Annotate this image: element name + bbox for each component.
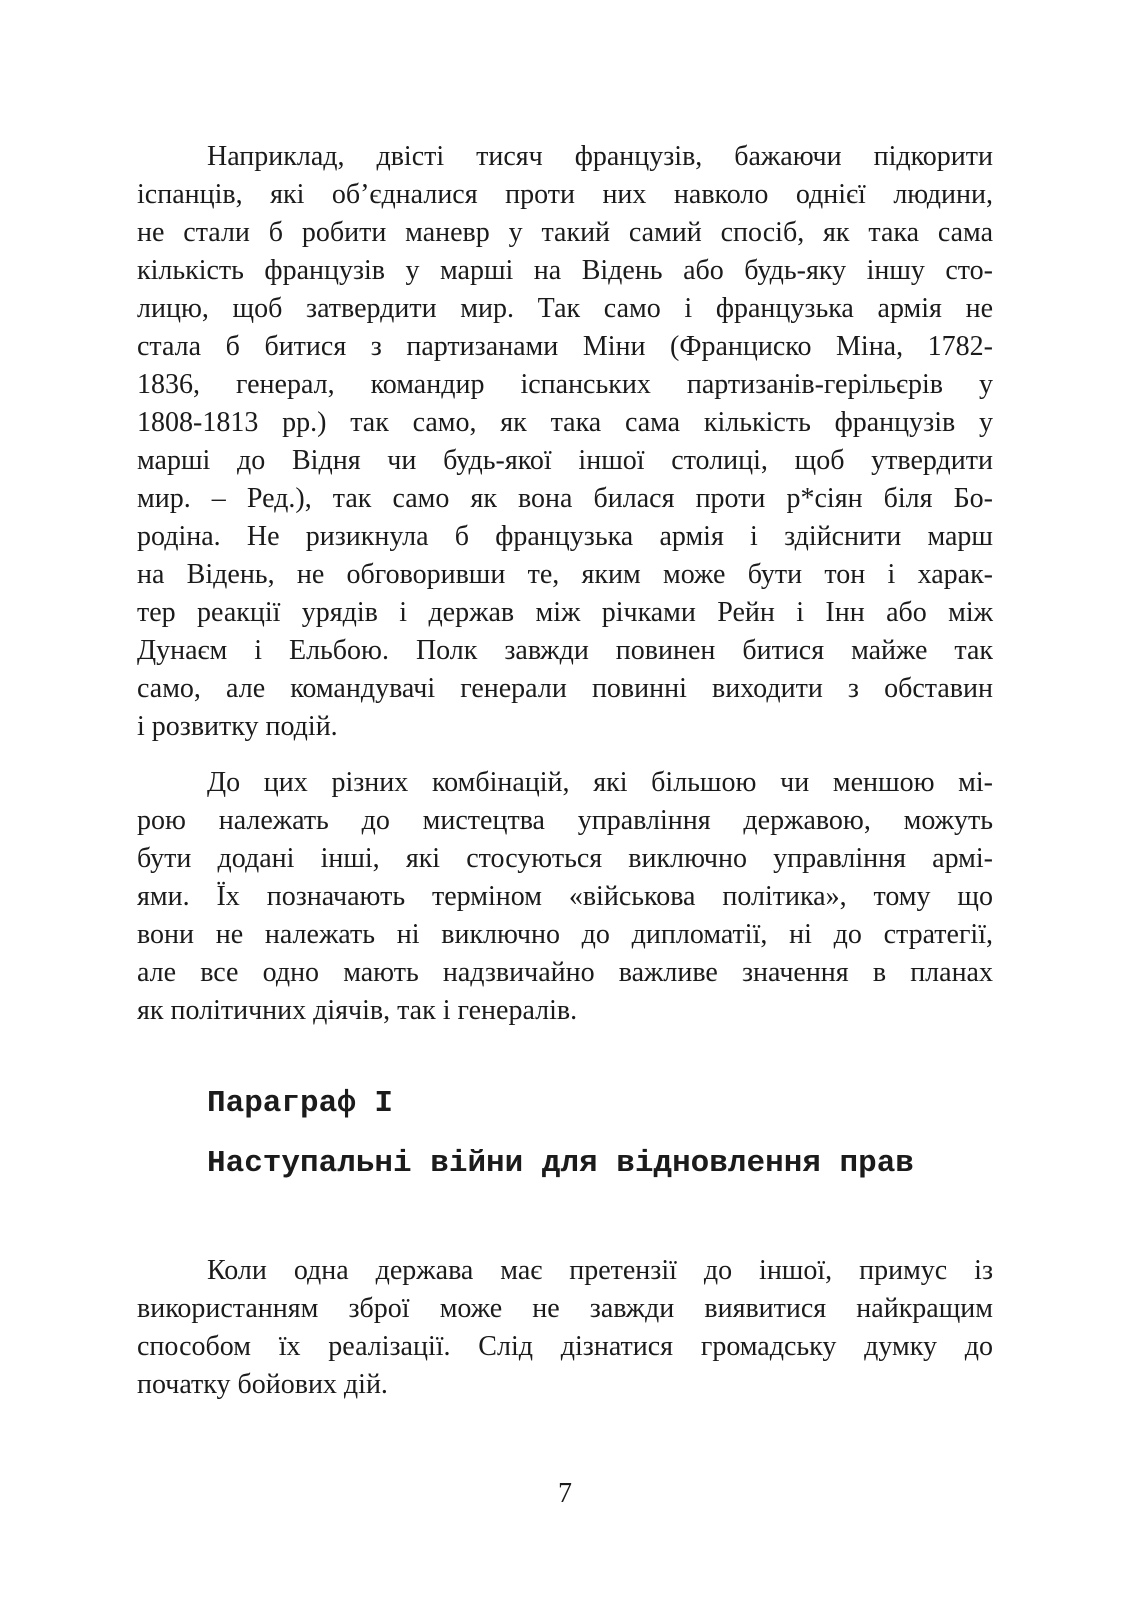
text-line: ями. Їх позначають терміном «військова політика», тому що xyxy=(137,881,993,912)
section-heading: Параграф I xyxy=(207,1086,394,1121)
text-line: вони не належать ні виключно до дипломатії, ні до стратегії, xyxy=(137,919,993,950)
page-number: 7 xyxy=(558,1478,572,1509)
section-subheading: Наступальні війни для відновлення прав xyxy=(207,1146,914,1181)
text-line: використанням зброї може не завжди виявитися найкращим xyxy=(137,1293,993,1324)
text-line: способом їх реалізації. Слід дізнатися громадську думку до xyxy=(137,1331,993,1362)
text-line: рою належать до мистецтва управління державою, можуть xyxy=(137,805,993,836)
text-line: Дунаєм і Ельбою. Полк завжди повинен битися майже так xyxy=(137,635,993,666)
text-line: марші до Відня чи будь-якої іншої столиці, щоб утвердити xyxy=(137,445,993,476)
text-line: бути додані інші, які стосуються виключно управління армі- xyxy=(137,843,993,874)
text-line: як політичних діячів, так і генералів. xyxy=(137,995,578,1026)
text-line: само, але командувачі генерали повинні виходити з обставин xyxy=(137,673,993,704)
text-line: іспанців, які об’єдналися проти них навколо однієї людини, xyxy=(137,179,993,210)
text-line: кількість французів у марші на Відень або будь-яку іншу сто- xyxy=(137,255,993,286)
text-line: на Відень, не обговоривши те, яким може бути тон і харак- xyxy=(137,559,993,590)
text-line: початку бойових дій. xyxy=(137,1369,388,1400)
text-line: Наприклад, двісті тисяч французів, бажаючи підкорити xyxy=(207,141,993,172)
text-line: 1808-1813 рр.) так само, як така сама кількість французів у xyxy=(137,407,993,438)
paragraph-3 xyxy=(137,1252,993,1404)
text-line: тер реакції урядів і держав між річками Рейн і Інн або між xyxy=(137,597,993,628)
text-line: До цих різних комбінацій, які більшою чи меншою мі- xyxy=(207,767,993,798)
paragraph-2 xyxy=(137,764,993,1030)
text-line: але все одно мають надзвичайно важливе значення в планах xyxy=(137,957,993,988)
text-line: і розвитку подій. xyxy=(137,711,338,742)
text-line: лицю, щоб затвердити мир. Так само і французька армія не xyxy=(137,293,993,324)
paragraph-1 xyxy=(137,138,993,746)
text-line: родіна. Не ризикнула б французька армія і здійснити марш xyxy=(137,521,993,552)
text-line: Коли одна держава має претензії до іншої, примус із xyxy=(207,1255,993,1286)
text-block xyxy=(137,138,993,1422)
text-line: 1836, генерал, командир іспанських партизанів-герільєрів у xyxy=(137,369,993,400)
text-line: не стали б робити маневр у такий самий спосіб, як така сама xyxy=(137,217,993,248)
text-line: стала б битися з партизанами Міни (Франциско Міна, 1782- xyxy=(137,331,993,362)
text-line: мир. – Ред.), так само як вона билася проти р*сіян біля Бо- xyxy=(137,483,993,514)
